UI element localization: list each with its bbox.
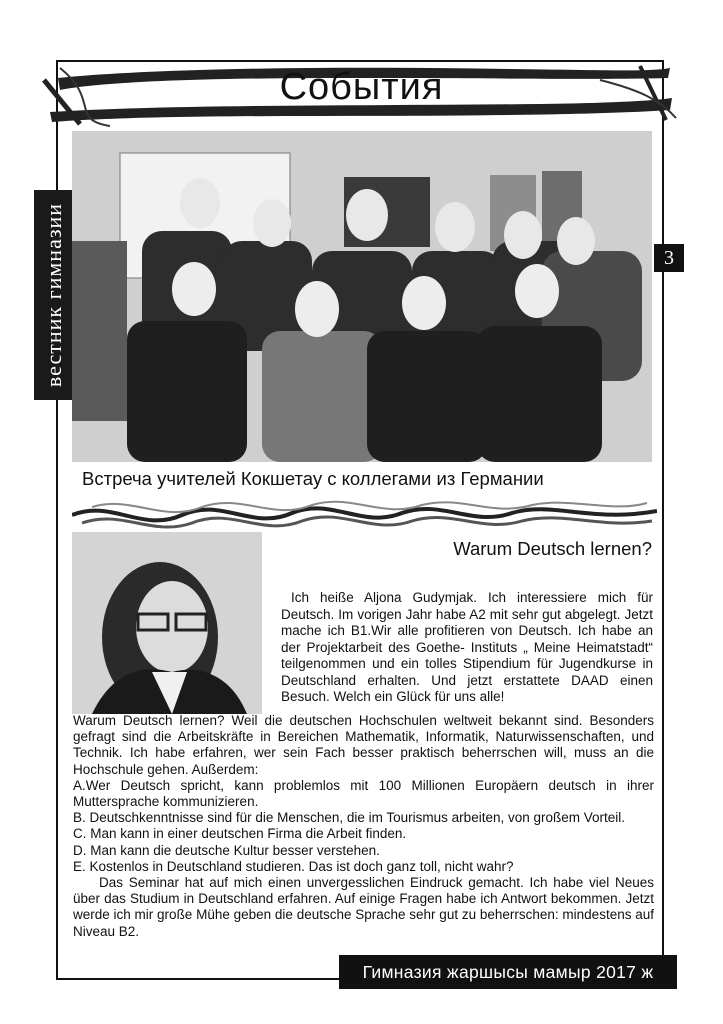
closing-paragraph: Das Seminar hat auf mich einen unvergesslichen Eindruck gemacht. Ich habe viel Neues über das Studium in Deutschland erfahren. Auf einige Fragen habe ich Antwort bekommen. Jetzt werde ich mir große Mühe geben die deutsche Sprache sehr gut zu beherrschen: mindestens auf Niveau B2. [73,875,654,939]
footer-text: Гимназия жаршысы мамыр 2017 ж [362,962,654,982]
article-title: Warum Deutsch lernen? [453,538,652,559]
list-item-e: E. Kostenlos in Deutschland studieren. Das ist doch ganz toll, nicht wahr? [73,858,514,874]
list-item-b: B. Deutschkenntnisse sind für die Menschen, die im Tourismus arbeiten, von großem Vorteil. [73,810,626,826]
list-item-d: D. Man kann die deutsche Kultur besser verstehen. [73,842,380,858]
student-portrait-illustration [72,532,262,714]
article-body [73,713,654,940]
page-number: 3 [654,244,684,272]
photo-caption: Встреча учителей Кокшетау с коллегами из Германии [82,468,544,489]
page-title: События [279,66,444,108]
spine-label: вестник гимназии [41,202,66,388]
list-item-a: A.Wer Deutsch spricht, kann problemlos mit 100 Millionen Europäern deutsch in ihrer Muttersprache kommunizieren. [73,777,654,810]
list-item-c: C. Man kann in einer deutschen Firma die Arbeit finden. [73,826,407,842]
main-paragraph: Warum Deutsch lernen? Weil die deutschen Hochschulen weltweit bekannt sind. Besonders gefragt sind die Arbeitskräfte in Bereichen Mathematik, Informatik, Naturwissenschaften, und Technik. Ich habe erfahren, wer sein Fach besser praktisch beherrschen will, muss an die Hochschule gehen. Außerdem: [73,713,654,777]
intro-paragraph: Ich heiße Aljona Gudymjak. Ich interessiere mich für Deutsch. Im vorigen Jahr habe A2 mit sehr gut abgelegt. Jetzt mache ich B1.Wir alle profitieren von Deutsch. Ich habe an der Projektarbeit des Goethe- Instituts „ Meine Heimatstadt“ teilgenommen und ein tolles Stipendium für Jugendkurse in Deutschland erhalten. Und jetzt erstattete DAAD einen Besuch. Welch ein Glück für uns alle! [281,590,653,704]
group-photo-illustration [72,131,652,462]
student-portrait [72,532,262,714]
article-intro [281,590,653,706]
group-photo [72,131,652,462]
